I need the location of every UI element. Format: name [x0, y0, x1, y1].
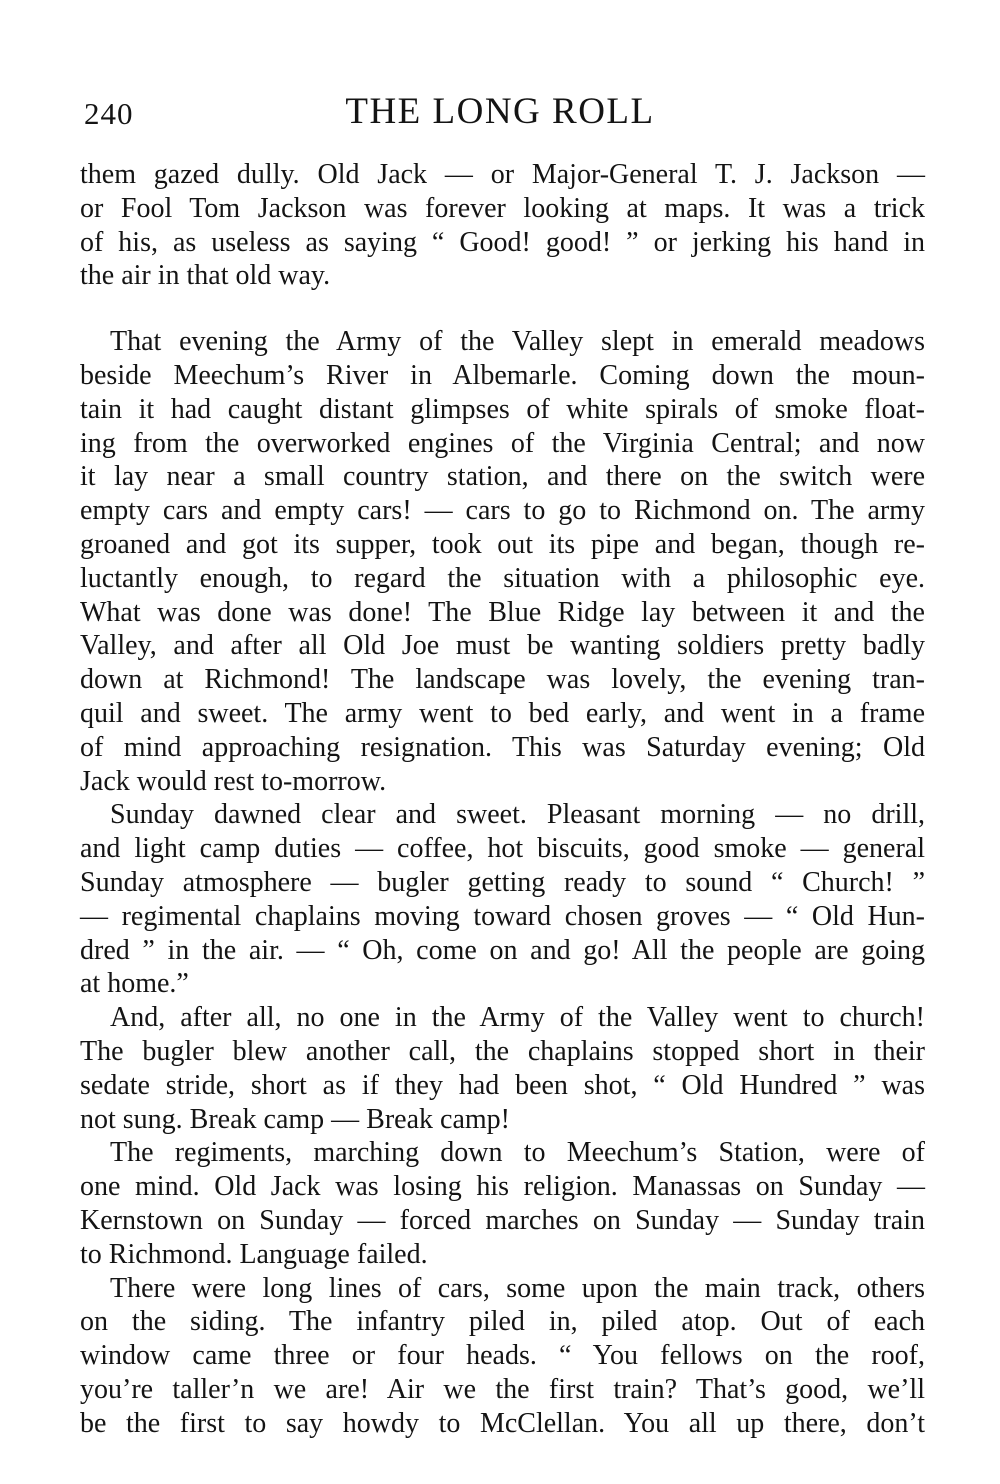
text-line: The bugler blew another call, the chaplains stopped short in their [80, 1035, 925, 1067]
paragraph [80, 158, 925, 293]
text-line: sedate stride, short as if they had been shot, “ Old Hundred ” was [80, 1069, 925, 1101]
text-line: tain it had caught distant glimpses of white spirals of smoke float- [80, 393, 925, 425]
text-line: groaned and got its supper, took out its pipe and began, though re- [80, 528, 925, 560]
text-line: The regiments, marching down to Meechum’s Station, were of [110, 1137, 925, 1169]
text-line: not sung. Break camp — Break camp! [80, 1103, 510, 1135]
text-line: Sunday atmosphere — bugler getting ready to sound “ Church! ” [80, 866, 925, 898]
text-line: There were long lines of cars, some upon the main track, others [110, 1272, 925, 1304]
text-line: them gazed dully. Old Jack — or Major-General T. J. Jackson — [80, 159, 925, 190]
text-line: you’re taller’n we are! Air we the first train? That’s good, we’ll [80, 1373, 925, 1405]
text-line: or Fool Tom Jackson was forever looking at maps. It was a trick [80, 192, 925, 224]
text-line: dred ” in the air. — “ Oh, come on and go! All the people are going [80, 934, 925, 966]
text-line: window came three or four heads. “ You fellows on the roof, [80, 1340, 925, 1372]
text-line: Sunday dawned clear and sweet. Pleasant morning — no drill, [110, 799, 925, 831]
page-body [80, 158, 925, 1440]
text-line: luctantly enough, to regard the situation with a philosophic eye. [80, 562, 925, 594]
text-line: Jack would rest to-morrow. [80, 765, 387, 797]
text-line: be the first to say howdy to McClellan. You all up there, don’t [80, 1407, 925, 1439]
text-line: one mind. Old Jack was losing his religion. Manassas on Sunday — [80, 1171, 925, 1203]
text-line: down at Richmond! The landscape was lovely, the evening tran- [80, 664, 925, 696]
text-line: at home.” [80, 968, 189, 1000]
text-line: and light camp duties — coffee, hot biscuits, good smoke — general [80, 833, 925, 865]
text-line: What was done was done! The Blue Ridge lay between it and the [80, 596, 925, 628]
text-line: of mind approaching resignation. This was Saturday evening; Old [80, 731, 925, 763]
text-line: on the siding. The infantry piled in, piled atop. Out of each [80, 1306, 925, 1338]
paragraph [80, 798, 925, 1001]
text-line: Valley, and after all Old Joe must be wanting soldiers pretty badly [80, 630, 925, 662]
paragraph [80, 1001, 925, 1136]
text-line: That evening the Army of the Valley slept in emerald meadows [110, 326, 925, 358]
page-number: 240 [84, 96, 134, 131]
paragraph [80, 325, 925, 798]
text-line: Kernstown on Sunday — forced marches on Sunday — Sunday train [80, 1204, 925, 1236]
paragraph [80, 1272, 925, 1441]
text-line: ing from the overworked engines of the Virginia Central; and now [80, 427, 925, 459]
text-line: it lay near a small country station, and there on the switch were [80, 461, 925, 493]
running-title: THE LONG ROLL [345, 91, 655, 132]
text-line: empty cars and empty cars! — cars to go to Richmond on. The army [80, 495, 925, 527]
text-line: of his, as useless as saying “ Good! good! ” or jerking his hand in [80, 226, 925, 258]
text-line: the air in that old way. [80, 260, 331, 292]
text-line: beside Meechum’s River in Albemarle. Coming down the moun- [80, 359, 925, 391]
paragraph [80, 1136, 925, 1271]
page-header [0, 86, 1000, 136]
text-line: And, after all, no one in the Army of the Valley went to church! [110, 1002, 925, 1034]
text-line: — regimental chaplains moving toward chosen groves — “ Old Hun- [80, 900, 925, 932]
text-line: quil and sweet. The army went to bed early, and went in a frame [80, 697, 925, 729]
text-line: to Richmond. Language failed. [80, 1238, 428, 1270]
